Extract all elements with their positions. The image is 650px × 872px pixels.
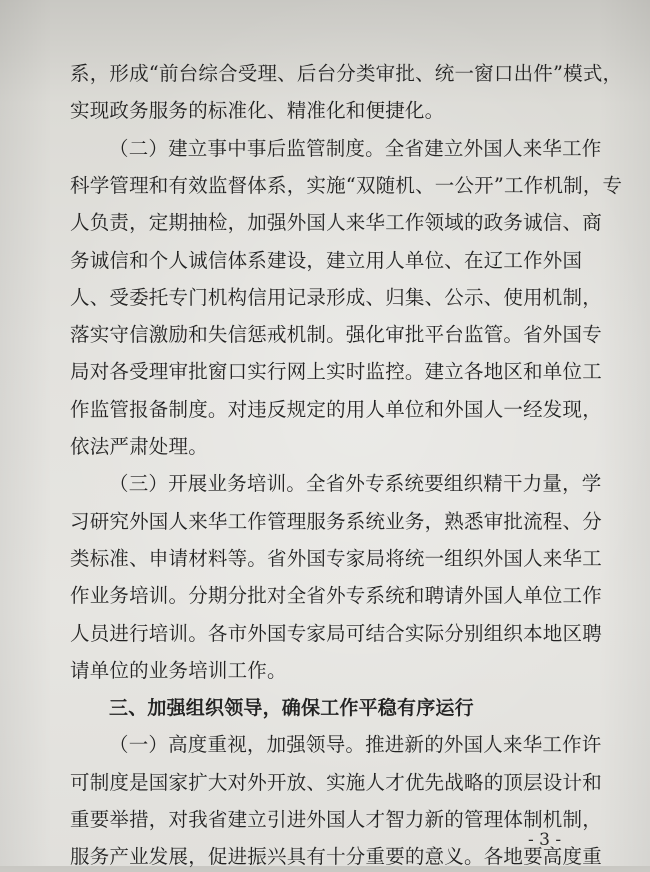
text-line: 类标准、申请材料等。省外国专家局将统一组织外国人来华工 [70,546,602,570]
text-line: 落实守信激励和失信惩戒机制。强化审批平台监管。省外国专 [70,323,602,347]
text-line: 局对各受理审批窗口实行网上实时监控。建立各地区和单位工 [70,360,602,384]
section-subheading-line: （二）建立事中事后监管制度。全省建立外国人来华工作 [109,136,602,160]
text-line: 科学管理和有效监督体系，实施“双随机、一公开”工作机制，专 [70,173,623,197]
section-subheading-line: （三）开展业务培训。全省外专系统要组织精干力量，学 [109,472,602,496]
text-line: 服务产业发展，促进振兴具有十分重要的意义。各地要高度重 [70,845,602,869]
text-line: 请单位的业务培训工作。 [70,658,287,682]
text-line: 依法严肃处理。 [70,435,208,458]
text-line: 重要举措，对我省建立引进外国人才智力新的管理体制机制， [70,808,602,831]
text-line: 实现政务服务的标准化、精准化和便捷化。 [70,99,445,123]
section-subheading-line: （一）高度重视，加强领导。推进新的外国人来华工作许 [109,733,602,757]
text-line: 系，形成“前台综合受理、后台分类审批、统一窗口出件”模式， [70,62,623,85]
section-heading: 三、加强组织领导，确保工作平稳有序运行 [109,697,474,720]
text-line: 人、受委托专门机构信用记录形成、归集、公示、使用机制， [70,285,602,309]
text-line: 习研究外国人来华工作管理服务系统业务，熟悉审批流程、分 [70,509,602,533]
text-line: 务诚信和个人诚信体系建设，建立用人单位、在辽工作外国 [70,248,583,272]
text-line: 人员进行培训。各市外国专家局可结合实际分别组织本地区聘 [70,621,602,645]
text-line: 作监管报备制度。对违反规定的用人单位和外国人一经发现， [70,397,602,421]
text-line: 人负责，定期抽检，加强外国人来华工作领域的政务诚信、商 [70,211,602,235]
text-line: 可制度是国家扩大对外开放、实施人才优先战略的顶层设计和 [70,770,602,794]
page-number: - 3 - [528,830,562,850]
text-line: 作业务培训。分期分批对全省外专系统和聘请外国人单位工作 [70,584,602,608]
